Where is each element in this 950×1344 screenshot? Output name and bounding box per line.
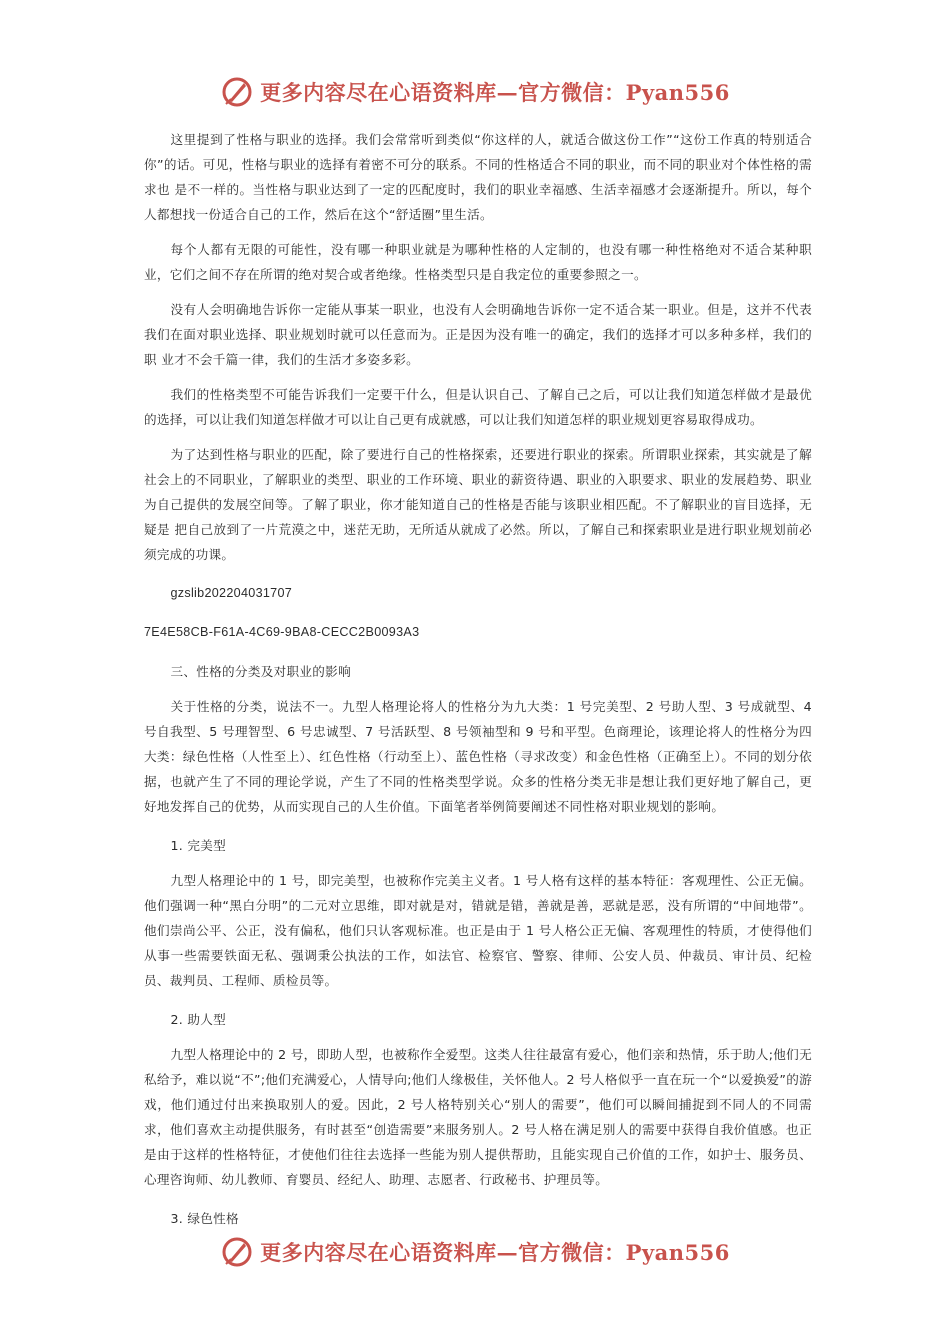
subsection-title: 2. 助人型 [170,1012,227,1027]
quill-circle-logo [220,75,254,109]
document-body [144,127,812,1231]
banner-text: 更多内容尽在心语资料库—官方微信：Pyan556 [260,1240,730,1265]
paragraph: 没有人会明确地告诉你一定能从事某一职业，也没有人会明确地告诉你一定不适合某一职业。但是，这并不代表我们在面对职业选择、职业规划时就可以任意而为。正是因为没有唯一的确定，我们的选择才可以多种多样，我们的职 业才不会千篇一律，我们的生活才多姿多彩。 [144,302,812,367]
paragraph: 九型人格理论中的 1 号，即完美型，也被称作完美主义者。1 号人格有这样的基本特征：客观理性、公正无偏。他们强调一种“黑白分明”的二元对立思维，即对就是对，错就是错，善就是善，恶就是恶，没有所谓的“中间地带”。他们崇尚公平、公正，没有偏私，他们只认客观标准。也正是由于 1 号人格公正无偏、客观理性的特质，才使得他们从事一些需要铁面无私、强调秉公执法的工作，如法官、检察官、警察、律师、公安人员、仲裁员、审计员、纪检员、裁判员、工程师、质检员等。 [144,873,812,988]
quill-circle-logo [220,1235,254,1269]
paragraph: 我们的性格类型不可能告诉我们一定要干什么，但是认识自己、了解自己之后，可以让我们知道怎样做才是最优的选择，可以让我们知道怎样做才可以让自己更有成就感，可以让我们知道怎样的职业规划更容易取得成功。 [144,387,812,427]
paragraph: 为了达到性格与职业的匹配，除了要进行自己的性格探索，还要进行职业的探索。所谓职业探索，其实就是了解社会上的不同职业，了解职业的类型、职业的工作环境、职业的薪资待遇、职业的入职要求、职业的发展趋势、职业为自己提供的发展空间等。了解了职业，你才能知道自己的性格是否能与该职业相匹配。不了解职业的盲目选择，无疑是 把自己放到了一片荒漠之中，迷茫无助，无所适从就成了必然。所以，了解自己和探索职业是进行职业规划前必须完成的功课。 [144,447,812,562]
banner-text: 更多内容尽在心语资料库—官方微信：Pyan556 [260,80,730,105]
paragraph: 这里提到了性格与职业的选择。我们会常常听到类似“你这样的人，就适合做这份工作”“这份工作真的特别适合你”的话。可见，性格与职业的选择有着密不可分的联系。不同的性格适合不同的职业，而不同的职业对个体性格的需求也 是不一样的。当性格与职业达到了一定的匹配度时，我们的职业幸福感、生活幸福感才会逐渐提升。所以，每个人都想找一份适合自己的工作，然后在这个“舒适圈”里生活。 [144,132,812,222]
footer-watermark-banner [0,1232,950,1272]
paragraph: 每个人都有无限的可能性，没有哪一种职业就是为哪种性格的人定制的，也没有哪一种性格绝对不适合某种职业，它们之间不存在所谓的绝对契合或者绝缘。性格类型只是自我定位的重要参照之一。 [144,242,812,282]
section-title: 三、性格的分类及对职业的影响 [170,664,351,679]
document-code: gzslib202204031707 [170,586,293,600]
document-uuid: 7E4E58CB-F61A-4C69-9BA8-CECC2B0093A3 [144,625,420,639]
subsection-title: 1. 完美型 [170,838,227,853]
paragraph: 九型人格理论中的 2 号，即助人型，也被称作全爱型。这类人往往最富有爱心，他们亲和热情，乐于助人;他们无私给予，难以说“不”;他们充满爱心，人情导向;他们人缘极佳，关怀他人。2 号人格似乎一直在玩一个“以爱换爱”的游戏，他们通过付出来换取别人的爱。因此，2 号人格特别关心“别人的需要”，他们可以瞬间捕捉到不同人的不同需求，他们喜欢主动提供服务，有时甚至“创造需要”来服务别人。2 号人格在满足别人的需要中获得自我价值感。也正是由于这样的性格特征，才使他们往往去选择一些能为别人提供帮助，且能实现自己价值的工作，如护士、服务员、心理咨询师、幼儿教师、育婴员、经纪人、助理、志愿者、行政秘书、护理员等。 [144,1047,812,1187]
paragraph: 关于性格的分类，说法不一。九型人格理论将人的性格分为九大类：1 号完美型、2 号助人型、3 号成就型、4 号自我型、5 号理智型、6 号忠诚型、7 号活跃型、8 号领袖型和 9 号和平型。色商理论，该理论将人的性格分为四大类：绿色性格（人性至上）、红色性格（行动至上）、蓝色性格（寻求改变）和金色性格（正确至上）。不同的划分依据，也就产生了不同的理论学说，产生了不同的性格类型学说。众多的性格分类无非是想让我们更好地了解自己，更好地发挥自己的优势，从而实现自己的人生价值。下面笔者举例简要阐述不同性格对职业规划的影响。 [144,699,812,814]
subsection-title: 3. 绿色性格 [170,1211,239,1226]
header-watermark-banner [0,72,950,112]
